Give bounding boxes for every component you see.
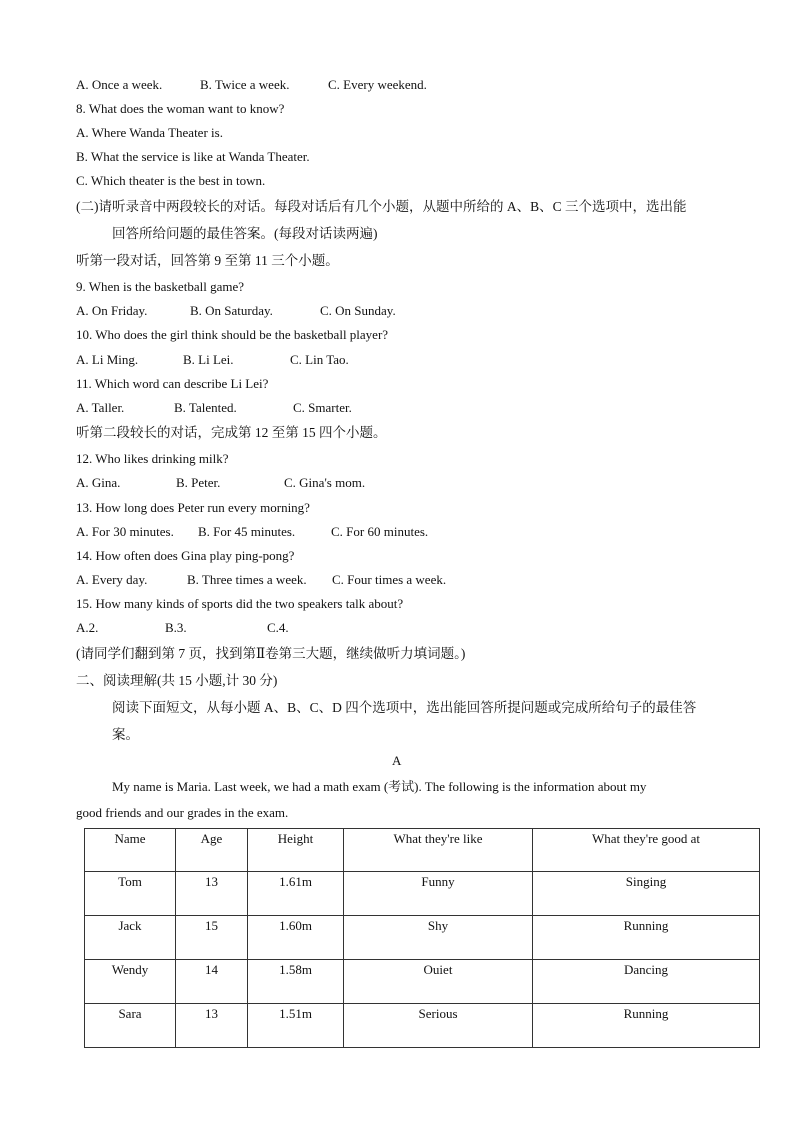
table-cell: Serious: [344, 1004, 533, 1048]
turn-page-note: (请同学们翻到第 7 页，找到第Ⅱ卷第三大题，继续做听力填词题。): [76, 646, 466, 661]
option-a: A. Every day.: [76, 572, 148, 587]
option-b: B. For 45 minutes.: [198, 524, 296, 539]
table-cell: Funny: [344, 872, 533, 916]
question-14-stem: 14. How often does Gina play ping-pong?: [76, 548, 295, 563]
table-cell: Singing: [533, 872, 760, 916]
table-cell: Tom: [85, 872, 176, 916]
part-2-instructions-cont: 案。: [112, 727, 139, 742]
table-header: Height: [248, 829, 344, 872]
table-header-row: [85, 829, 760, 872]
option-c: C. On Sunday.: [320, 303, 396, 318]
passage-text: My name is Maria. Last week, we had a math exam (考试). The following is the information about my: [112, 779, 647, 794]
table-header: What they're good at: [533, 829, 760, 872]
table-cell: 1.51m: [248, 1004, 344, 1048]
table-row: [85, 872, 760, 916]
table-cell: 1.61m: [248, 872, 344, 916]
option-b: B. Peter.: [176, 475, 221, 490]
part-2-heading: 二、阅读理解(共 15 小题,计 30 分): [76, 673, 278, 688]
option-c: C. Gina's mom.: [284, 475, 366, 490]
table-cell: 13: [176, 872, 248, 916]
table-cell: 15: [176, 916, 248, 960]
friends-info-table: [84, 828, 760, 1048]
table-header: What they're like: [344, 829, 533, 872]
question-11-stem: 11. Which word can describe Li Lei?: [76, 376, 269, 391]
table-cell: Dancing: [533, 960, 760, 1004]
option-a: A. On Friday.: [76, 303, 148, 318]
section-2-instructions: (二)请听录音中两段较长的对话。每段对话后有几个小题，从题中所给的 A、B、C 三个选项中，选出能: [76, 199, 687, 214]
table-row: [85, 1004, 760, 1048]
option-b: B. Twice a week.: [200, 77, 290, 92]
question-8-option-b: B. What the service is like at Wanda Theater.: [76, 149, 310, 164]
table-cell: Ouiet: [344, 960, 533, 1004]
option-c: C. Every weekend.: [328, 77, 427, 92]
passage-text-cont: good friends and our grades in the exam.: [76, 805, 289, 820]
table-cell: Jack: [85, 916, 176, 960]
option-a: A. Taller.: [76, 400, 125, 415]
option-a: A. Once a week.: [76, 77, 163, 92]
question-10-stem: 10. Who does the girl think should be the basketball player?: [76, 327, 389, 342]
option-a: A.2.: [76, 620, 99, 635]
table-row: [85, 960, 760, 1004]
option-a: A. Li Ming.: [76, 352, 139, 367]
question-9-stem: 9. When is the basketball game?: [76, 279, 244, 294]
option-c: C.4.: [267, 620, 289, 635]
table-row: [85, 916, 760, 960]
option-c: C. Four times a week.: [332, 572, 447, 587]
option-b: B. Talented.: [174, 400, 237, 415]
dialog-1-instructions: 听第一段对话，回答第 9 至第 11 三个小题。: [76, 253, 339, 268]
option-b: B. Li Lei.: [183, 352, 234, 367]
table-cell: 1.58m: [248, 960, 344, 1004]
question-15-stem: 15. How many kinds of sports did the two speakers talk about?: [76, 596, 404, 611]
table-cell: Wendy: [85, 960, 176, 1004]
table-header: Age: [176, 829, 248, 872]
option-a: A. For 30 minutes.: [76, 524, 174, 539]
part-2-instructions: 阅读下面短文，从每小题 A、B、C、D 四个选项中，选出能回答所提问题或完成所给句子的最佳答: [112, 700, 697, 715]
option-a: A. Gina.: [76, 475, 121, 490]
question-8-option-a: A. Where Wanda Theater is.: [76, 125, 223, 140]
table-cell: Sara: [85, 1004, 176, 1048]
option-c: C. Lin Tao.: [290, 352, 349, 367]
table-cell: Running: [533, 916, 760, 960]
option-b: B. On Saturday.: [190, 303, 273, 318]
table-cell: Running: [533, 1004, 760, 1048]
table-cell: 1.60m: [248, 916, 344, 960]
dialog-2-instructions: 听第二段较长的对话，完成第 12 至第 15 四个小题。: [76, 425, 387, 440]
table-cell: 14: [176, 960, 248, 1004]
passage-label: A: [392, 753, 402, 768]
option-b: B. Three times a week.: [187, 572, 307, 587]
question-13-stem: 13. How long does Peter run every morning?: [76, 500, 310, 515]
table-header: Name: [85, 829, 176, 872]
question-12-stem: 12. Who likes drinking milk?: [76, 451, 229, 466]
section-2-instructions-cont: 回答所给问题的最佳答案。(每段对话读两遍): [112, 226, 378, 241]
question-8-option-c: C. Which theater is the best in town.: [76, 173, 266, 188]
table-cell: 13: [176, 1004, 248, 1048]
option-b: B.3.: [165, 620, 187, 635]
option-c: C. For 60 minutes.: [331, 524, 429, 539]
question-8-stem: 8. What does the woman want to know?: [76, 101, 285, 116]
table-cell: Shy: [344, 916, 533, 960]
option-c: C. Smarter.: [293, 400, 352, 415]
